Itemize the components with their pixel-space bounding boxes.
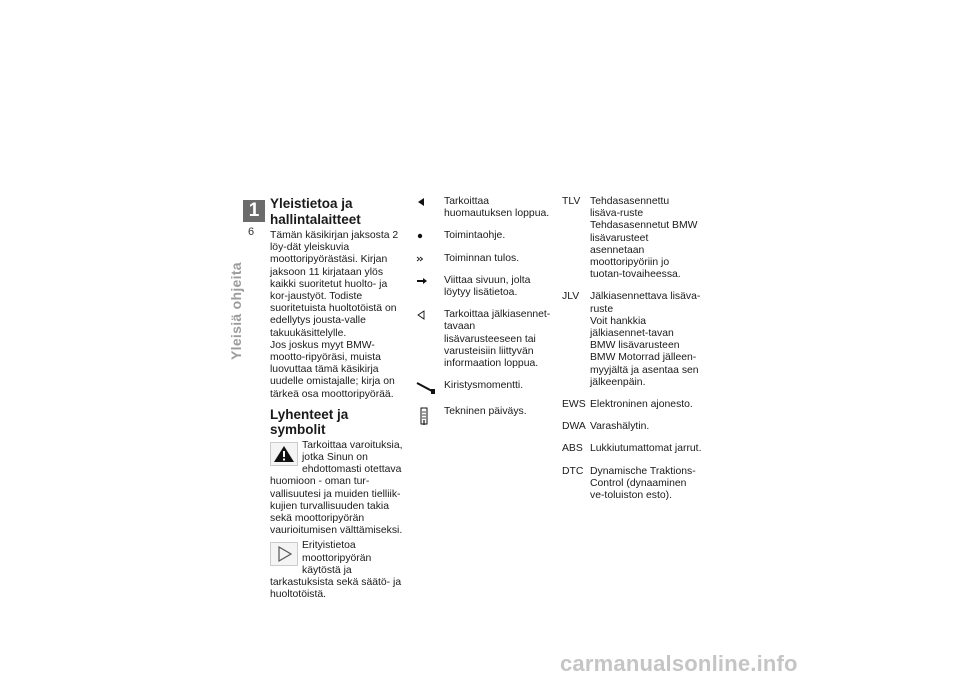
column-symbols [416,196,556,436]
abbreviation-line: Lukkiutumattomat jarrut. [590,443,702,455]
abbreviation-line: Tehdasasennettu lisäva-ruste [590,196,670,220]
abbreviation-line: Elektroninen ajonesto. [590,399,693,411]
bullet-icon [416,230,444,242]
intro-paragraph-2: Jos joskus myyt BMW-mootto-ripyöräsi, muista luovuttaa tämä käsikirja uudelle omistajalle; kirja on tärkeä osa moottoripyörää. [270,339,395,400]
symbol-row [416,196,556,220]
abbreviation-line: Varashälytin. [590,421,650,433]
symbol-row [416,275,556,299]
intro-paragraph-1: Tämän käsikirjan jaksosta 2 löy-dät yleiskuvia moottoripyörästäsi. Kirjan jaksoon 11 kirjataan ylös kaikki suoritetut huolto- ja kor-jaustyöt. Todiste suoritetuista huoltotöistä on edellytys jousta-valle takuukäsittelylle. [270,230,399,339]
symbol-description: Tarkoittaa jälkiasennet-tavaan lisävarusteeseen tai varusteisiin liittyvän informaation loppua. [444,309,551,370]
symbol-row [416,380,556,396]
technical-data-icon [416,406,444,426]
warning-icon [270,442,298,466]
abbreviation-row [562,399,702,411]
abbreviation-line: Jälkiasennettava lisäva-ruste [590,291,701,315]
abbreviation-line: Dynamische Traktions-Control (dynaaminen ve-toluiston esto). [590,465,696,502]
double-chevron-icon [416,253,444,265]
chapter-number-badge: 1 [243,200,265,222]
intro-heading: Yleistietoa ja hallintalaitteet [270,196,361,227]
chapter-title-vertical: Yleisiä ohjeita [228,262,244,360]
symbols-heading: Lyhenteet ja symbolit [270,406,349,437]
symbol-description: Toimintaohje. [444,230,506,242]
page-reference-arrow-icon [416,275,444,299]
abbreviation-term: JLV [562,291,580,303]
abbreviation-row [562,291,702,389]
abbreviation-row [562,196,702,281]
symbol-row [416,406,556,426]
abbreviation-row [562,443,702,455]
abbreviation-line: Voit hankkia jälkiasennet-tavan BMW lisävarusteen BMW Motorrad jälleen-myyjältä ja asentaa sen jälkeenpäin. [590,315,699,388]
watermark: carmanualsonline.info [560,651,798,676]
note-text: Erityistietoa moottoripyörän käytöstä ja tarkastuksista sekä säätö- ja huoltotöistä. [270,540,402,601]
symbol-row [416,253,556,265]
page-number: 6 [248,226,255,238]
symbol-description: Tarkoittaa huomautuksen loppua. [444,196,550,220]
symbol-description: Tekninen päiväys. [444,406,527,418]
warning-block [270,440,406,538]
torque-wrench-icon [416,380,444,396]
abbreviation-term: EWS [562,399,586,411]
symbol-description: Toiminnan tulos. [444,252,520,264]
abbreviation-line: Tehdasasennetut BMW lisävarusteet asennetaan moottoripyöriin jo tuotan-tovaiheessa. [590,220,698,281]
abbreviation-row [562,421,702,433]
note-block [270,540,406,601]
symbol-description: Viittaa sivuun, jolta löytyy lisätietoa. [444,274,531,299]
abbreviation-term: TLV [562,196,581,207]
abbreviation-row [562,466,702,503]
column-abbreviations [562,196,702,512]
symbol-row [416,309,556,370]
note-triangle-icon [270,542,298,566]
warning-text: Tarkoittaa varoituksia, jotka Sinun on ehdottomasti otettava huomioon - oman tur-vallisuutesi ja muiden tielliik-kujien turvallisuuden takia sekä moottoripyörän vaurioitumisen välttämiseksi. [270,439,403,537]
abbreviation-term: DTC [562,465,584,477]
symbol-description: Kiristysmomentti. [444,380,524,392]
abbreviation-term: DWA [562,421,586,433]
triangle-left-icon [416,196,444,220]
abbreviation-term: ABS [562,443,583,455]
open-triangle-left-icon [416,309,444,370]
symbol-row [416,230,556,242]
column-intro [270,196,406,601]
